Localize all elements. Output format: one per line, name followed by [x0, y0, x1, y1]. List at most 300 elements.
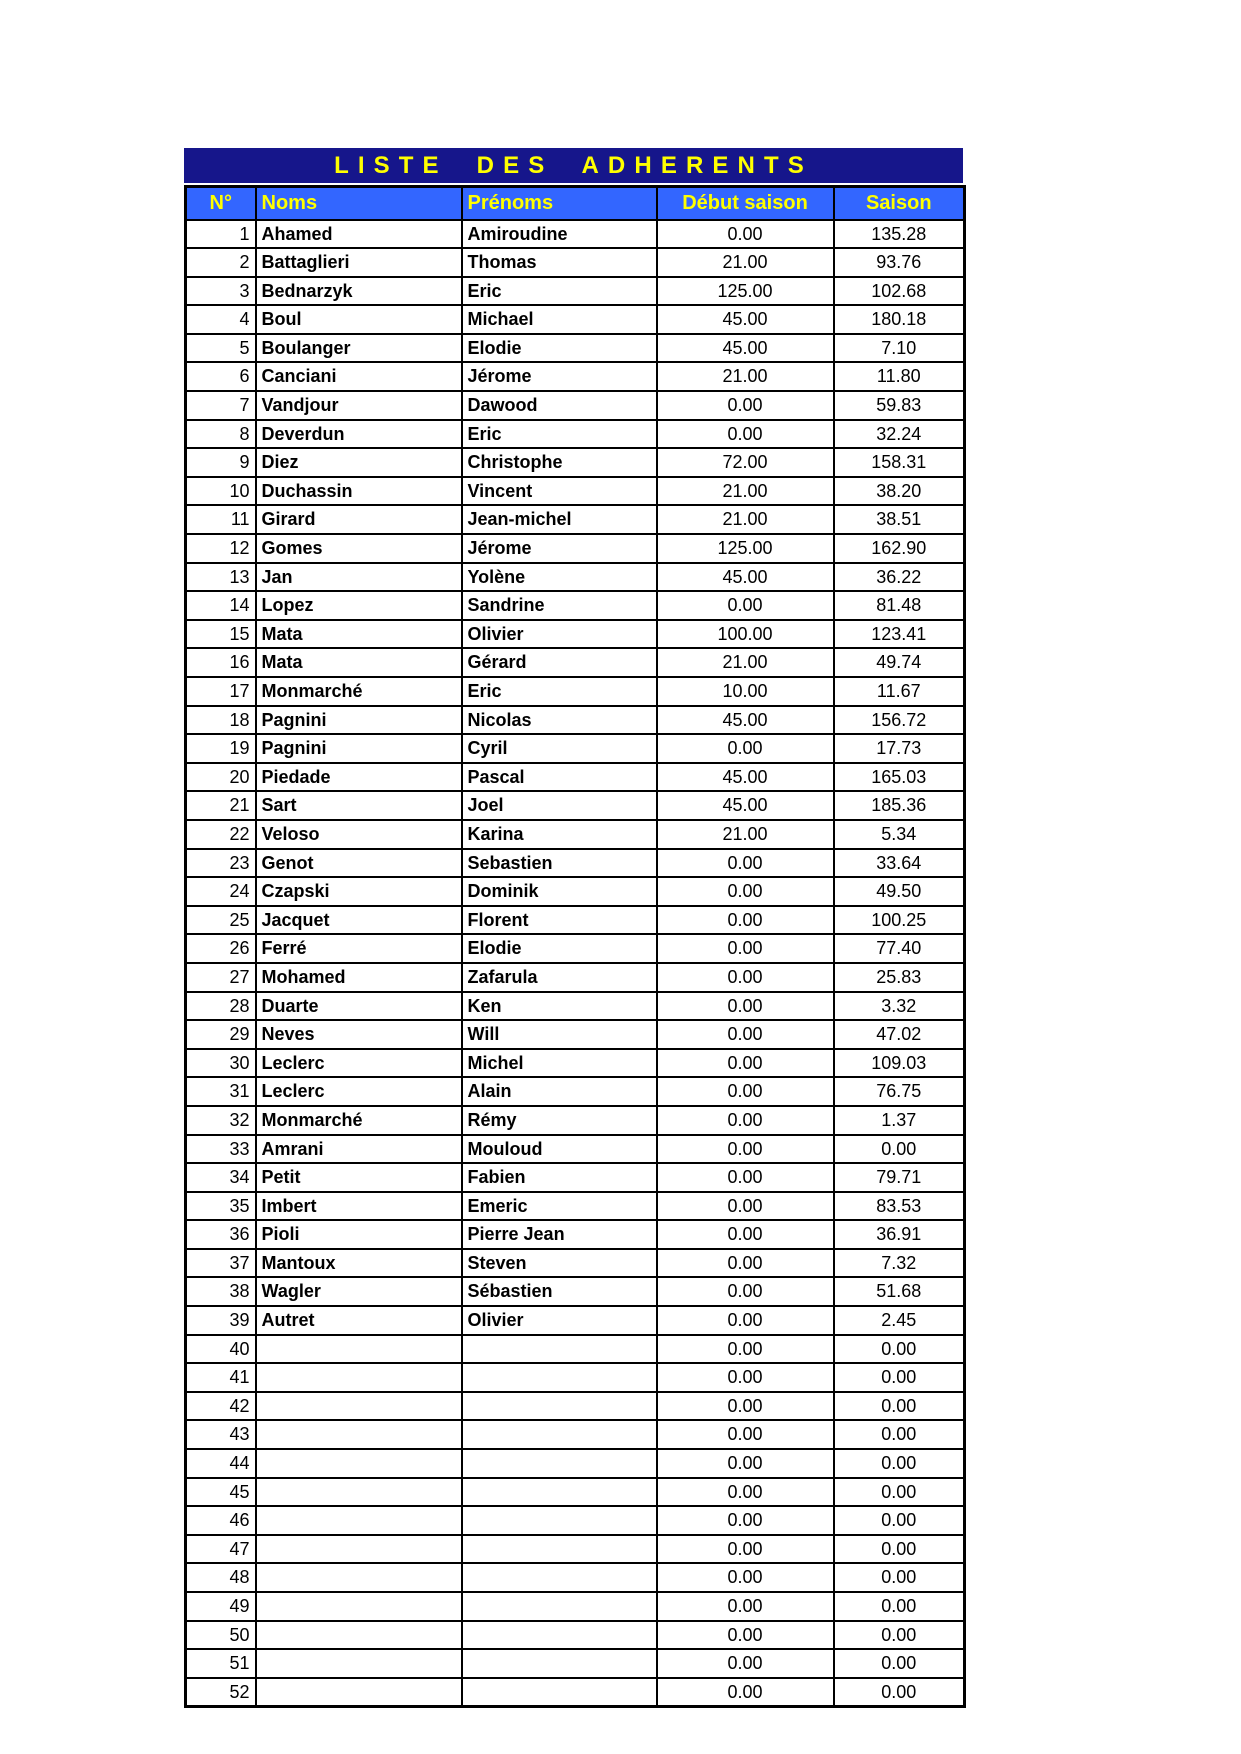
- cell-nom: Leclerc: [256, 1077, 462, 1106]
- cell-debut: 0.00: [657, 1649, 834, 1678]
- cell-saison: 0.00: [834, 1506, 965, 1535]
- cell-prenom: Joel: [462, 791, 657, 820]
- cell-nom: Mohamed: [256, 963, 462, 992]
- cell-num: 44: [186, 1449, 256, 1478]
- table-row: [186, 677, 965, 706]
- cell-debut: 21.00: [657, 820, 834, 849]
- table-row: [186, 620, 965, 649]
- table-row: [186, 849, 965, 878]
- cell-nom: [256, 1506, 462, 1535]
- cell-nom: Wagler: [256, 1277, 462, 1306]
- cell-prenom: Eric: [462, 277, 657, 306]
- table-row: [186, 648, 965, 677]
- adherents-document: [184, 148, 963, 1708]
- table-row: [186, 963, 965, 992]
- cell-debut: 0.00: [657, 1335, 834, 1364]
- cell-saison: 47.02: [834, 1020, 965, 1049]
- table-row: [186, 277, 965, 306]
- cell-debut: 45.00: [657, 791, 834, 820]
- cell-debut: 45.00: [657, 563, 834, 592]
- cell-num: 51: [186, 1649, 256, 1678]
- cell-debut: 125.00: [657, 277, 834, 306]
- cell-saison: 83.53: [834, 1192, 965, 1221]
- cell-nom: [256, 1363, 462, 1392]
- cell-debut: 0.00: [657, 1621, 834, 1650]
- cell-debut: 0.00: [657, 906, 834, 935]
- cell-saison: 0.00: [834, 1363, 965, 1392]
- cell-saison: 59.83: [834, 391, 965, 420]
- table-row: [186, 534, 965, 563]
- cell-prenom: Christophe: [462, 448, 657, 477]
- cell-debut: 0.00: [657, 1306, 834, 1335]
- table-row: [186, 1306, 965, 1335]
- cell-saison: 36.91: [834, 1220, 965, 1249]
- cell-debut: 0.00: [657, 1506, 834, 1535]
- cell-saison: 25.83: [834, 963, 965, 992]
- cell-nom: Pagnini: [256, 734, 462, 763]
- cell-saison: 3.32: [834, 992, 965, 1021]
- cell-prenom: [462, 1563, 657, 1592]
- table-row: [186, 906, 965, 935]
- cell-debut: 0.00: [657, 420, 834, 449]
- cell-saison: 49.74: [834, 648, 965, 677]
- cell-num: 46: [186, 1506, 256, 1535]
- table-row: [186, 420, 965, 449]
- cell-prenom: Michael: [462, 305, 657, 334]
- table-row: [186, 1478, 965, 1507]
- cell-num: 39: [186, 1306, 256, 1335]
- cell-saison: 165.03: [834, 763, 965, 792]
- cell-num: 14: [186, 591, 256, 620]
- cell-saison: 81.48: [834, 591, 965, 620]
- table-body: [186, 220, 965, 1707]
- cell-prenom: Michel: [462, 1049, 657, 1078]
- cell-prenom: [462, 1649, 657, 1678]
- cell-num: 31: [186, 1077, 256, 1106]
- cell-debut: 0.00: [657, 1135, 834, 1164]
- cell-prenom: Eric: [462, 420, 657, 449]
- cell-prenom: Dawood: [462, 391, 657, 420]
- cell-debut: 0.00: [657, 391, 834, 420]
- cell-prenom: [462, 1392, 657, 1421]
- cell-saison: 0.00: [834, 1135, 965, 1164]
- cell-saison: 0.00: [834, 1621, 965, 1650]
- table-row: [186, 334, 965, 363]
- column-header-num: N°: [186, 187, 256, 220]
- table-row: [186, 1106, 965, 1135]
- cell-saison: 77.40: [834, 934, 965, 963]
- cell-prenom: Cyril: [462, 734, 657, 763]
- table-row: [186, 1077, 965, 1106]
- cell-nom: Bednarzyk: [256, 277, 462, 306]
- cell-nom: Imbert: [256, 1192, 462, 1221]
- table-row: [186, 505, 965, 534]
- cell-saison: 32.24: [834, 420, 965, 449]
- cell-num: 43: [186, 1420, 256, 1449]
- cell-num: 34: [186, 1163, 256, 1192]
- cell-debut: 0.00: [657, 1192, 834, 1221]
- table-row: [186, 448, 965, 477]
- cell-num: 11: [186, 505, 256, 534]
- table-row: [186, 1678, 965, 1707]
- cell-nom: Jan: [256, 563, 462, 592]
- cell-num: 6: [186, 362, 256, 391]
- cell-nom: Autret: [256, 1306, 462, 1335]
- table-row: [186, 1592, 965, 1621]
- cell-debut: 45.00: [657, 763, 834, 792]
- cell-num: 3: [186, 277, 256, 306]
- cell-debut: 0.00: [657, 1277, 834, 1306]
- cell-prenom: Dominik: [462, 877, 657, 906]
- table-row: [186, 706, 965, 735]
- cell-saison: 7.32: [834, 1249, 965, 1278]
- cell-prenom: Sébastien: [462, 1277, 657, 1306]
- cell-prenom: Mouloud: [462, 1135, 657, 1164]
- cell-debut: 0.00: [657, 1449, 834, 1478]
- table-row: [186, 1192, 965, 1221]
- cell-num: 15: [186, 620, 256, 649]
- cell-prenom: [462, 1363, 657, 1392]
- cell-debut: 0.00: [657, 1392, 834, 1421]
- cell-num: 10: [186, 477, 256, 506]
- cell-prenom: Jérome: [462, 362, 657, 391]
- cell-debut: 0.00: [657, 934, 834, 963]
- cell-num: 42: [186, 1392, 256, 1421]
- cell-nom: Piedade: [256, 763, 462, 792]
- table-row: [186, 1420, 965, 1449]
- table-row: [186, 1621, 965, 1650]
- cell-nom: Duchassin: [256, 477, 462, 506]
- cell-debut: 0.00: [657, 1592, 834, 1621]
- cell-nom: Ferré: [256, 934, 462, 963]
- cell-saison: 100.25: [834, 906, 965, 935]
- cell-debut: 0.00: [657, 1163, 834, 1192]
- cell-nom: Vandjour: [256, 391, 462, 420]
- cell-num: 50: [186, 1621, 256, 1650]
- table-row: [186, 1135, 965, 1164]
- cell-saison: 1.37: [834, 1106, 965, 1135]
- cell-prenom: Karina: [462, 820, 657, 849]
- table-row: [186, 1535, 965, 1564]
- cell-nom: Petit: [256, 1163, 462, 1192]
- cell-saison: 11.80: [834, 362, 965, 391]
- cell-saison: 51.68: [834, 1277, 965, 1306]
- cell-saison: 156.72: [834, 706, 965, 735]
- cell-nom: Mata: [256, 648, 462, 677]
- cell-num: 18: [186, 706, 256, 735]
- table-row: [186, 734, 965, 763]
- cell-nom: Czapski: [256, 877, 462, 906]
- adherents-table: [184, 185, 966, 1708]
- cell-num: 38: [186, 1277, 256, 1306]
- cell-nom: Mata: [256, 620, 462, 649]
- cell-saison: 0.00: [834, 1649, 965, 1678]
- cell-prenom: Olivier: [462, 620, 657, 649]
- cell-saison: 0.00: [834, 1335, 965, 1364]
- cell-prenom: Sandrine: [462, 591, 657, 620]
- cell-num: 49: [186, 1592, 256, 1621]
- cell-saison: 17.73: [834, 734, 965, 763]
- cell-nom: Gomes: [256, 534, 462, 563]
- cell-prenom: Alain: [462, 1077, 657, 1106]
- table-row: [186, 1277, 965, 1306]
- cell-prenom: Sebastien: [462, 849, 657, 878]
- cell-prenom: [462, 1678, 657, 1707]
- table-row: [186, 1249, 965, 1278]
- table-row: [186, 1335, 965, 1364]
- table-row: [186, 391, 965, 420]
- cell-saison: 0.00: [834, 1678, 965, 1707]
- cell-num: 35: [186, 1192, 256, 1221]
- cell-prenom: Emeric: [462, 1192, 657, 1221]
- table-row: [186, 362, 965, 391]
- cell-debut: 72.00: [657, 448, 834, 477]
- cell-saison: 109.03: [834, 1049, 965, 1078]
- cell-nom: Pioli: [256, 1220, 462, 1249]
- cell-num: 28: [186, 992, 256, 1021]
- cell-saison: 11.67: [834, 677, 965, 706]
- cell-debut: 0.00: [657, 963, 834, 992]
- cell-debut: 21.00: [657, 505, 834, 534]
- cell-debut: 0.00: [657, 1106, 834, 1135]
- cell-debut: 45.00: [657, 305, 834, 334]
- cell-debut: 21.00: [657, 362, 834, 391]
- cell-num: 24: [186, 877, 256, 906]
- cell-num: 37: [186, 1249, 256, 1278]
- cell-prenom: Eric: [462, 677, 657, 706]
- cell-num: 36: [186, 1220, 256, 1249]
- cell-saison: 0.00: [834, 1392, 965, 1421]
- cell-debut: 100.00: [657, 620, 834, 649]
- table-row: [186, 791, 965, 820]
- table-row: [186, 934, 965, 963]
- cell-nom: Jacquet: [256, 906, 462, 935]
- cell-debut: 0.00: [657, 1049, 834, 1078]
- cell-prenom: Thomas: [462, 248, 657, 277]
- cell-nom: Genot: [256, 849, 462, 878]
- page-title: LISTE DES ADHERENTS: [184, 148, 963, 183]
- table-row: [186, 563, 965, 592]
- cell-saison: 0.00: [834, 1535, 965, 1564]
- cell-num: 7: [186, 391, 256, 420]
- column-header-prenom: Prénoms: [462, 187, 657, 220]
- cell-nom: [256, 1335, 462, 1364]
- table-row: [186, 1363, 965, 1392]
- cell-saison: 158.31: [834, 448, 965, 477]
- cell-prenom: [462, 1535, 657, 1564]
- cell-debut: 0.00: [657, 849, 834, 878]
- cell-num: 16: [186, 648, 256, 677]
- cell-num: 41: [186, 1363, 256, 1392]
- cell-num: 1: [186, 220, 256, 249]
- cell-num: 19: [186, 734, 256, 763]
- table-row: [186, 1163, 965, 1192]
- cell-saison: 135.28: [834, 220, 965, 249]
- cell-saison: 76.75: [834, 1077, 965, 1106]
- table-row: [186, 1049, 965, 1078]
- table-row: [186, 763, 965, 792]
- table-row: [186, 477, 965, 506]
- table-row: [186, 1220, 965, 1249]
- cell-nom: Boul: [256, 305, 462, 334]
- cell-num: 4: [186, 305, 256, 334]
- table-row: [186, 1563, 965, 1592]
- cell-saison: 180.18: [834, 305, 965, 334]
- table-row: [186, 1392, 965, 1421]
- cell-nom: Girard: [256, 505, 462, 534]
- cell-saison: 0.00: [834, 1478, 965, 1507]
- cell-debut: 21.00: [657, 248, 834, 277]
- cell-saison: 0.00: [834, 1592, 965, 1621]
- table-row: [186, 305, 965, 334]
- cell-num: 30: [186, 1049, 256, 1078]
- cell-saison: 5.34: [834, 820, 965, 849]
- cell-prenom: Pascal: [462, 763, 657, 792]
- cell-prenom: Steven: [462, 1249, 657, 1278]
- cell-nom: Boulanger: [256, 334, 462, 363]
- cell-debut: 0.00: [657, 1020, 834, 1049]
- cell-saison: 0.00: [834, 1563, 965, 1592]
- cell-nom: [256, 1621, 462, 1650]
- cell-num: 21: [186, 791, 256, 820]
- table-row: [186, 1506, 965, 1535]
- cell-debut: 21.00: [657, 477, 834, 506]
- cell-prenom: Amiroudine: [462, 220, 657, 249]
- cell-debut: 0.00: [657, 1249, 834, 1278]
- cell-nom: [256, 1420, 462, 1449]
- cell-num: 22: [186, 820, 256, 849]
- cell-prenom: Gérard: [462, 648, 657, 677]
- cell-saison: 38.20: [834, 477, 965, 506]
- cell-num: 8: [186, 420, 256, 449]
- cell-saison: 162.90: [834, 534, 965, 563]
- cell-debut: 0.00: [657, 1363, 834, 1392]
- cell-saison: 79.71: [834, 1163, 965, 1192]
- cell-prenom: Pierre Jean: [462, 1220, 657, 1249]
- table-row: [186, 1649, 965, 1678]
- cell-debut: 45.00: [657, 334, 834, 363]
- cell-num: 13: [186, 563, 256, 592]
- cell-num: 2: [186, 248, 256, 277]
- cell-debut: 0.00: [657, 992, 834, 1021]
- table-row: [186, 248, 965, 277]
- cell-prenom: Elodie: [462, 934, 657, 963]
- cell-saison: 33.64: [834, 849, 965, 878]
- cell-prenom: [462, 1506, 657, 1535]
- cell-num: 25: [186, 906, 256, 935]
- cell-num: 27: [186, 963, 256, 992]
- cell-nom: Amrani: [256, 1135, 462, 1164]
- cell-num: 17: [186, 677, 256, 706]
- cell-num: 5: [186, 334, 256, 363]
- cell-num: 12: [186, 534, 256, 563]
- cell-nom: Monmarché: [256, 1106, 462, 1135]
- cell-prenom: [462, 1335, 657, 1364]
- cell-debut: 0.00: [657, 1535, 834, 1564]
- column-header-nom: Noms: [256, 187, 462, 220]
- cell-debut: 10.00: [657, 677, 834, 706]
- cell-nom: [256, 1563, 462, 1592]
- cell-prenom: Fabien: [462, 1163, 657, 1192]
- cell-saison: 36.22: [834, 563, 965, 592]
- column-header-saison: Saison: [834, 187, 965, 220]
- cell-debut: 45.00: [657, 706, 834, 735]
- cell-num: 9: [186, 448, 256, 477]
- table-row: [186, 820, 965, 849]
- cell-nom: [256, 1592, 462, 1621]
- cell-nom: Lopez: [256, 591, 462, 620]
- cell-debut: 0.00: [657, 591, 834, 620]
- cell-saison: 0.00: [834, 1420, 965, 1449]
- cell-nom: Mantoux: [256, 1249, 462, 1278]
- header-row: [186, 187, 965, 220]
- cell-nom: Leclerc: [256, 1049, 462, 1078]
- cell-prenom: [462, 1478, 657, 1507]
- cell-prenom: Zafarula: [462, 963, 657, 992]
- cell-debut: 0.00: [657, 1220, 834, 1249]
- cell-num: 33: [186, 1135, 256, 1164]
- cell-num: 26: [186, 934, 256, 963]
- table-row: [186, 1020, 965, 1049]
- cell-debut: 0.00: [657, 1420, 834, 1449]
- cell-prenom: Vincent: [462, 477, 657, 506]
- cell-debut: 0.00: [657, 1563, 834, 1592]
- cell-prenom: [462, 1592, 657, 1621]
- cell-num: 47: [186, 1535, 256, 1564]
- cell-nom: Neves: [256, 1020, 462, 1049]
- cell-nom: [256, 1449, 462, 1478]
- cell-nom: Veloso: [256, 820, 462, 849]
- cell-prenom: Olivier: [462, 1306, 657, 1335]
- table-row: [186, 1449, 965, 1478]
- cell-prenom: Yolène: [462, 563, 657, 592]
- cell-debut: 0.00: [657, 877, 834, 906]
- cell-saison: 102.68: [834, 277, 965, 306]
- table-row: [186, 591, 965, 620]
- cell-prenom: Jérome: [462, 534, 657, 563]
- cell-num: 40: [186, 1335, 256, 1364]
- cell-nom: Pagnini: [256, 706, 462, 735]
- cell-nom: Monmarché: [256, 677, 462, 706]
- cell-prenom: Rémy: [462, 1106, 657, 1135]
- cell-prenom: [462, 1420, 657, 1449]
- cell-saison: 185.36: [834, 791, 965, 820]
- cell-debut: 0.00: [657, 1478, 834, 1507]
- column-header-debut: Début saison: [657, 187, 834, 220]
- cell-prenom: Will: [462, 1020, 657, 1049]
- cell-num: 23: [186, 849, 256, 878]
- cell-num: 45: [186, 1478, 256, 1507]
- cell-saison: 0.00: [834, 1449, 965, 1478]
- cell-nom: Deverdun: [256, 420, 462, 449]
- cell-saison: 38.51: [834, 505, 965, 534]
- cell-saison: 49.50: [834, 877, 965, 906]
- cell-prenom: Elodie: [462, 334, 657, 363]
- cell-nom: Canciani: [256, 362, 462, 391]
- table-row: [186, 220, 965, 249]
- cell-prenom: Ken: [462, 992, 657, 1021]
- cell-nom: Diez: [256, 448, 462, 477]
- cell-nom: Battaglieri: [256, 248, 462, 277]
- cell-prenom: Nicolas: [462, 706, 657, 735]
- cell-nom: [256, 1649, 462, 1678]
- cell-num: 32: [186, 1106, 256, 1135]
- cell-saison: 123.41: [834, 620, 965, 649]
- cell-prenom: Jean-michel: [462, 505, 657, 534]
- cell-nom: Duarte: [256, 992, 462, 1021]
- table-row: [186, 877, 965, 906]
- cell-nom: [256, 1392, 462, 1421]
